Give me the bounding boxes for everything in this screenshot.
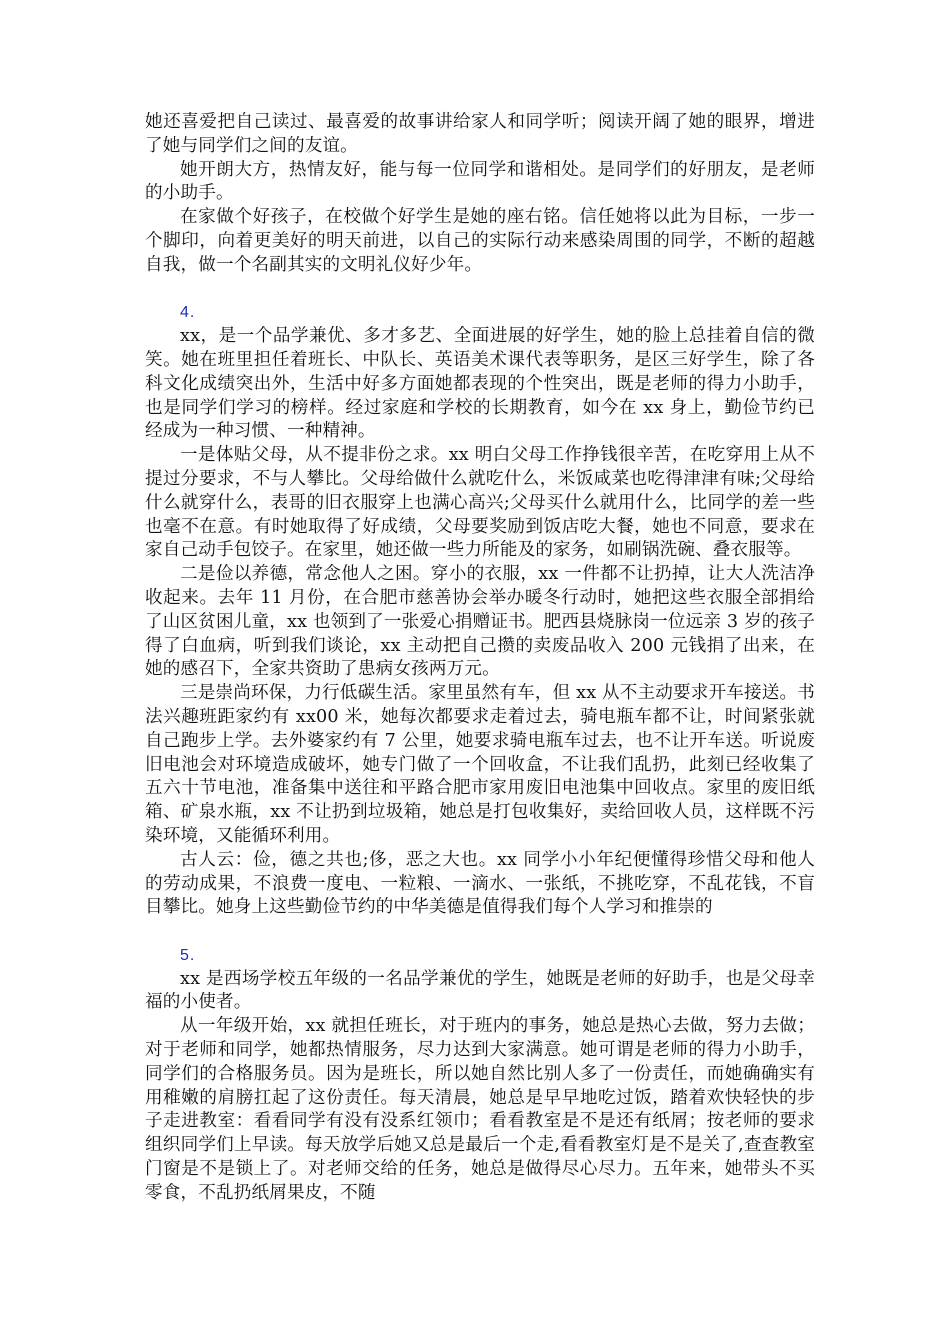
section-5-number: 5. [180,946,196,964]
spacer [145,278,815,302]
paragraph: xx，是一个品学兼优、多才多艺、全面进展的好学生，她的脸上总挂着自信的微笑。她在班里担任着班长、中队长、英语美术课代表等职务，是区三好学生，除了各科文化成绩突出外，生活中好多方面她都表现的个性突出，既是老师的得力小助手，也是同学们学习的榜样。经过家庭和学校的长期教育，如今在 xx 身上，勤俭节约已经成为一种习惯、一种精神。 [145,326,815,442]
paragraph: 三是崇尚环保，力行低碳生活。家里虽然有车，但 xx 从不主动要求开车接送。书法兴趣班距家约有 xx00 米，她每次都要求走着过去，骑电瓶车都不让，时间紧张就自己跑步上学。去外婆家约有 7 公里，她要求骑电瓶车过去，也不让开车送。听说废旧电池会对环境造成破坏，她专门做了一个回收盒，不让我们乱扔，此刻已经收集了五六十节电池，准备集中送往和平路合肥市家用废旧电池集中回收点。家里的废旧纸箱、矿泉水瓶，xx 不让扔到垃圾箱，她总是打包收集好，卖给回收人员，这样既不污染环境，又能循环利用。 [145,683,815,846]
paragraph: 二是俭以养德，常念他人之困。穿小的衣服，xx 一件都不让扔掉，让大人洗洁净收起来。去年 11 月份，在合肥市慈善协会举办暖冬行动时，她把这些衣服全部捐给了山区贫困儿童，xx 也领到了一张爱心捐赠证书。肥西县烧脉岗一位远亲 3 岁的孩子得了白血病，听到我们谈论，xx 主动把自己攒的卖废品收入 200 元钱捐了出来，在她的感召下，全家共资助了患病女孩两万元。 [145,564,815,680]
paragraph: 古人云：俭，德之共也;侈，恶之大也。xx 同学小小年纪便懂得珍惜父母和他人的劳动成果，不浪费一度电、一粒粮、一滴水、一张纸，不挑吃穿，不乱花钱，不盲目攀比。她身上这些勤俭节约的中华美德是值得我们每个人学习和推崇的 [145,849,815,918]
paragraph: 从一年级开始，xx 就担任班长，对于班内的事务，她总是热心去做，努力去做；对于老师和同学，她都热情服务，尽力达到大家满意。她可谓是老师的得力小助手，同学们的合格服务员。因为是班长，所以她自然比别人多了一份责任，而她确确实有用稚嫩的肩膀扛起了这份责任。每天清晨，她总是早早地吃过饭，踏着欢快轻快的步子走进教室：看看同学有没有没系红领巾；看看教室是不是还有纸屑；按老师的要求组织同学们上早读。每天放学后她又总是最后一个走,看看教室灯是不是关了,查查教室门窗是不是锁上了。对老师交给的任务，她总是做得尽心尽力。五年来，她带头不买零食，不乱扔纸屑果皮，不随 [145,1016,815,1203]
section-number [145,301,815,325]
section-4-number: 4. [180,304,196,322]
spacer [145,920,815,944]
paragraph: xx 是西场学校五年级的一名品学兼优的学生，她既是老师的好助手，也是父母幸福的小使者。 [145,968,815,1013]
paragraph: 她还喜爱把自己读过、最喜爱的故事讲给家人和同学听；阅读开阔了她的眼界，增进了她与同学们之间的友谊。 [145,112,815,156]
paragraph: 她开朗大方，热情友好，能与每一位同学和谐相处。是同学们的好朋友，是老师的小助手。 [145,159,815,204]
document-body [145,111,815,1206]
paragraph: 一是体贴父母，从不提非份之求。xx 明白父母工作挣钱很辛苦，在吃穿用上从不提过分要求，不与人攀比。父母给做什么就吃什么，米饭咸菜也吃得津津有味;父母给什么就穿什么，表哥的旧衣服穿上也满心高兴;父母买什么就用什么，比同学的差一些也毫不在意。有时她取得了好成绩，父母要奖励到饭店吃大餐，她也不同意，要求在家自己动手包饺子。在家里，她还做一些力所能及的家务，如刷锅洗碗、叠衣服等。 [145,445,815,561]
paragraph: 在家做个好孩子，在校做个好学生是她的座右铭。信任她将以此为目标，一步一个脚印，向着更美好的明天前进，以自己的实际行动来感染周围的同学，不断的超越自我，做一个名副其实的文明礼仪好少年。 [145,207,815,275]
section-number [145,944,815,968]
